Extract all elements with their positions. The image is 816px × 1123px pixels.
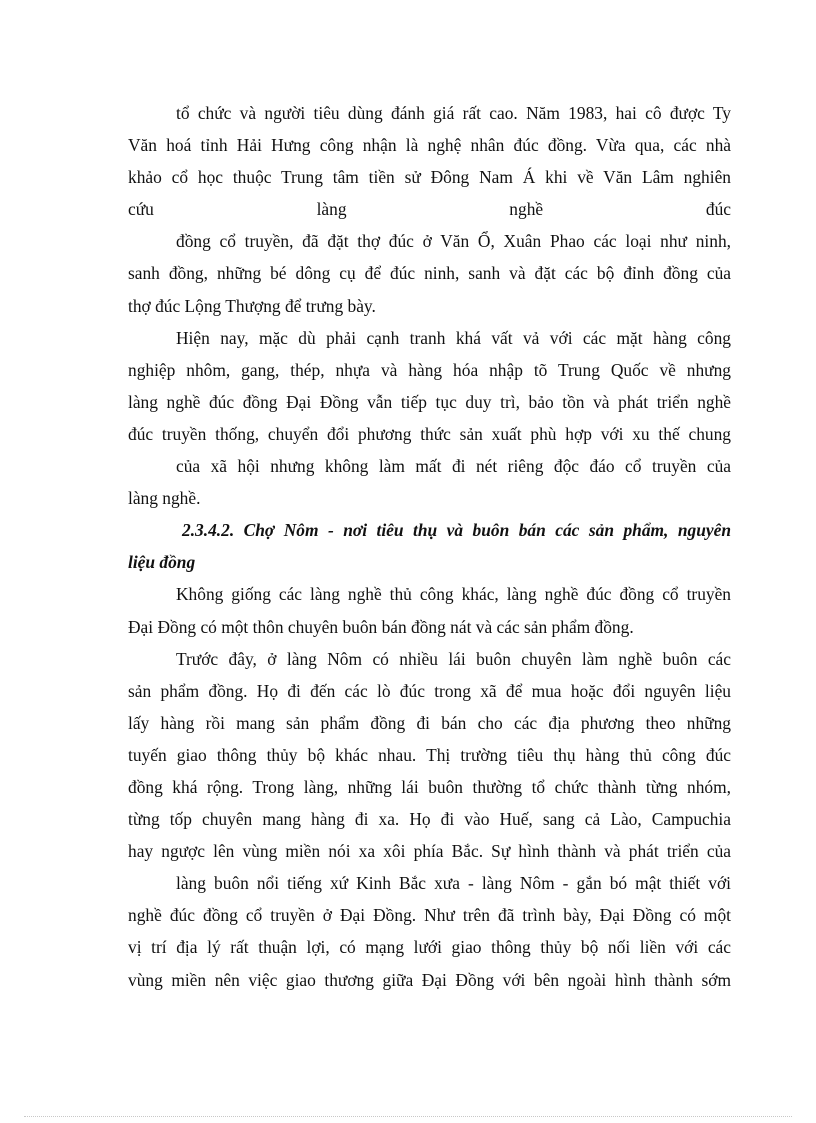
text-line: đồng cổ truyền, đã đặt thợ đúc ở Văn Ổ, Xuân Phao các loại như ninh, <box>176 231 731 252</box>
text-line: Không giống các làng nghề thủ công khác, làng nghề đúc đồng cổ truyền <box>176 584 731 605</box>
text-line: thợ đúc Lộng Thượng để trưng bày. <box>128 295 376 316</box>
text-line: làng nghề. <box>128 488 201 509</box>
text-line: đúc truyền thống, chuyển đổi phương thức sản xuất phù hợp với xu thế chung <box>128 423 731 444</box>
text-line: nghề đúc đồng cổ truyền ở Đại Đồng. Như trên đã trình bày, Đại Đồng có một <box>128 905 731 926</box>
text-line: làng buôn nổi tiếng xứ Kinh Bắc xưa - làng Nôm - gắn bó mật thiết với <box>176 873 731 894</box>
page-bottom-dotted-rule <box>24 1116 792 1117</box>
text-line: cứu làng nghề đúc <box>128 199 731 220</box>
text-line: sản phẩm đồng. Họ đi đến các lò đúc trong xã để mua hoặc đổi nguyên liệu <box>128 680 731 701</box>
text-line: Văn hoá tỉnh Hải Hưng công nhận là nghệ nhân đúc đồng. Vừa qua, các nhà <box>128 135 731 156</box>
text-line: Trước đây, ở làng Nôm có nhiều lái buôn chuyên làm nghề buôn các <box>176 648 731 669</box>
paragraph-nom-market <box>128 578 731 642</box>
text-line: hay ngược lên vùng miền nói xa xôi phía Bắc. Sự hình thành và phát triển của <box>128 841 731 862</box>
text-line: từng tốp chuyên mang hàng đi xa. Họ đi vào Huế, sang cả Lào, Campuchia <box>128 809 731 830</box>
section-heading-line-1: 2.3.4.2. Chợ Nôm - nơi tiêu thụ và buôn bán các sản phẩm, nguyên <box>182 520 731 541</box>
text-line: khảo cổ học thuộc Trung tâm tiền sử Đông Nam Á khi về Văn Lâm nghiên <box>128 167 731 188</box>
text-line: Đại Đồng có một thôn chuyên buôn bán đồng nát và các sản phẩm đồng. <box>128 616 634 637</box>
paragraph-artisans <box>128 97 731 322</box>
paragraph-traders <box>128 643 731 996</box>
text-line: của xã hội nhưng không làm mất đi nét riêng độc đáo cổ truyền của <box>176 456 731 477</box>
section-heading <box>128 514 731 578</box>
text-line: nghiệp nhôm, gang, thép, nhựa và hàng hóa nhập tõ Trung Quốc về nhưng <box>128 359 731 380</box>
document-page <box>128 97 731 996</box>
paragraph-current-state <box>128 322 731 515</box>
text-line: vùng miền nên việc giao thương giữa Đại Đồng với bên ngoài hình thành sớm <box>128 969 731 990</box>
text-line: sanh đồng, những bé dông cụ để đúc ninh, sanh và đặt các bộ đỉnh đồng của <box>128 263 731 284</box>
section-heading-line-2: liệu đồng <box>128 552 196 573</box>
text-line: làng nghề đúc đồng Đại Đồng vẫn tiếp tục duy trì, bảo tồn và phát triển nghề <box>128 391 731 412</box>
text-line: đồng khá rộng. Trong làng, những lái buôn thường tổ chức thành từng nhóm, <box>128 776 731 797</box>
text-line: lấy hàng rồi mang sản phẩm đồng đi bán cho các địa phương theo những <box>128 712 731 733</box>
text-line: vị trí địa lý rất thuận lợi, có mạng lưới giao thông thủy bộ nối liền với các <box>128 937 731 958</box>
text-line: tuyến giao thông thủy bộ khác nhau. Thị trường tiêu thụ hàng thủ công đúc <box>128 744 731 765</box>
text-line: Hiện nay, mặc dù phải cạnh tranh khá vất vả với các mặt hàng công <box>176 327 731 348</box>
text-line: tổ chức và người tiêu dùng đánh giá rất cao. Năm 1983, hai cô được Ty <box>176 103 731 123</box>
